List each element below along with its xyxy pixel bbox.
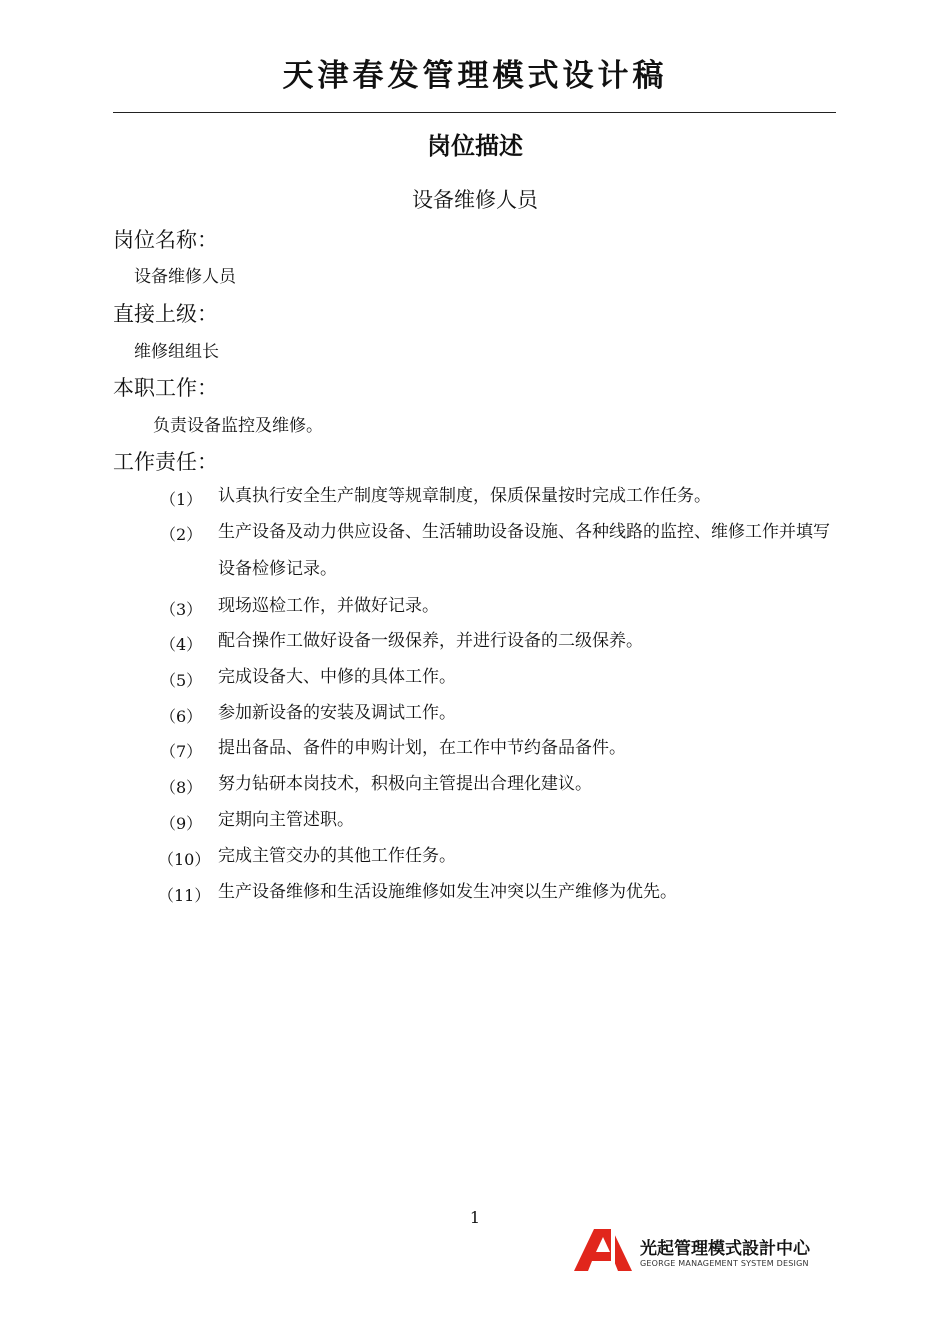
duty-text: 完成主管交办的其他工作任务。: [218, 846, 456, 866]
position-name-label: 岗位名称：: [113, 228, 218, 252]
duty-text: 现场巡检工作，并做好记录。: [218, 596, 439, 616]
duties-label: 工作责任：: [113, 450, 218, 474]
page-title: 岗位描述: [427, 132, 523, 160]
logo-subtitle: GEORGE MANAGEMENT SYSTEM DESIGN: [640, 1259, 809, 1268]
position-name-value: 设备维修人员: [134, 267, 236, 287]
page-number: 1: [469, 1208, 481, 1227]
duty-number: （11）: [158, 886, 211, 905]
duty-number: （10）: [158, 850, 211, 869]
duty-text: 配合操作工做好设备一级保养，并进行设备的二级保养。: [218, 631, 643, 651]
duty-number: （6）: [160, 707, 203, 726]
main-job-value: 负责设备监控及维修。: [153, 416, 323, 436]
main-job-label: 本职工作：: [113, 376, 218, 400]
supervisor-value: 维修组组长: [134, 342, 219, 362]
duty-number: （7）: [160, 742, 203, 761]
page-subtitle: 设备维修人员: [412, 188, 538, 212]
duty-number: （8）: [160, 778, 203, 797]
duty-text: 提出备品、备件的申购计划，在工作中节约备品备件。: [218, 738, 626, 758]
logo-name: 光起管理模式設計中心: [640, 1239, 810, 1259]
duty-text: 参加新设备的安装及调试工作。: [218, 703, 456, 723]
footer-logo: [574, 1226, 844, 1272]
duty-number: （5）: [160, 671, 203, 690]
logo-a-icon: [574, 1229, 632, 1271]
duty-number: （4）: [160, 635, 203, 654]
duty-text: 完成设备大、中修的具体工作。: [218, 667, 456, 687]
duty-text: 生产设备及动力供应设备、生活辅助设备设施、各种线路的监控、维修工作并填写设备检修记录。: [218, 522, 830, 579]
duty-number: （2）: [160, 525, 203, 544]
duty-text: 认真执行安全生产制度等规章制度，保质保量按时完成工作任务。: [218, 486, 711, 506]
duty-text: 定期向主管述职。: [218, 810, 354, 830]
supervisor-label: 直接上级：: [113, 302, 218, 326]
document-header-title: 天津春发管理模式设计稿: [282, 58, 668, 94]
duty-text: 努力钻研本岗技术，积极向主管提出合理化建议。: [218, 774, 592, 794]
duty-number: （9）: [160, 814, 203, 833]
duty-number: （1）: [160, 490, 203, 509]
duty-number: （3）: [160, 600, 203, 619]
duty-text: 生产设备维修和生活设施维修如发生冲突以生产维修为优先。: [218, 882, 677, 902]
